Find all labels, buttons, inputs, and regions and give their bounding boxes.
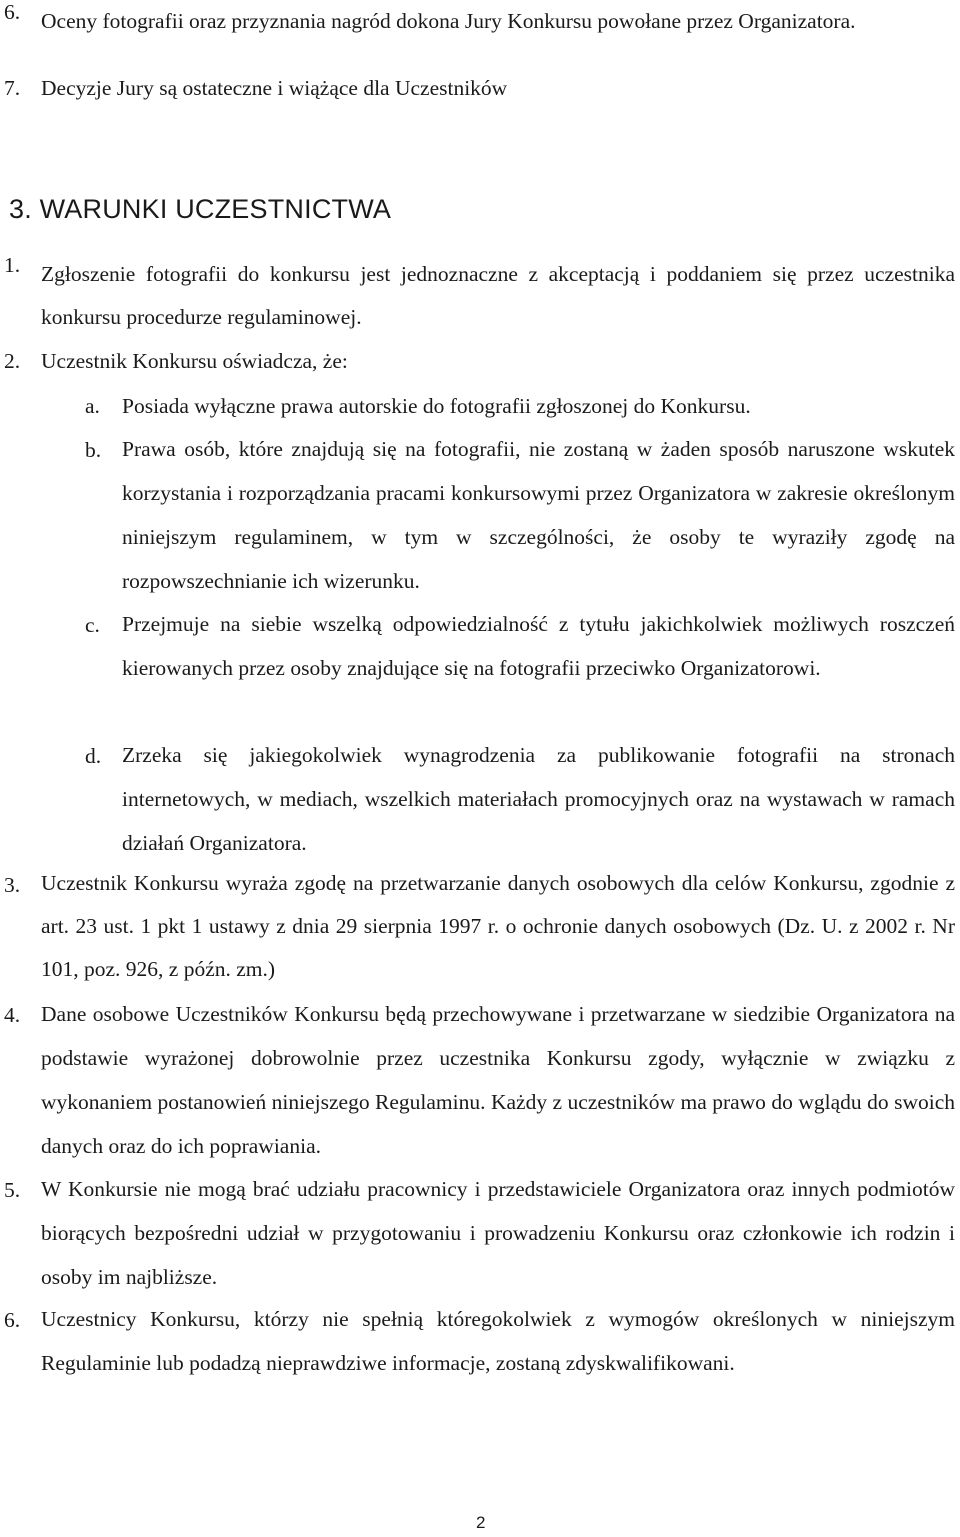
sub-list-item-text: Prawa osób, które znajdują się na fotografii, nie zostaną w żaden sposób naruszone wskutek korzystania i rozporządzania pracami konkursowymi przez Organizatora w zakresie określonym niniejszym regulaminem, w tym w szczególności, że osoby te wyraziły zgodę na rozpowszechnianie ich wizerunku. <box>122 437 955 593</box>
list-item-number: 2. <box>4 349 21 373</box>
list-item-text: W Konkursie nie mogą brać udziału pracownicy i przedstawiciele Organizatora oraz innych podmiotów biorących bezpośredni udział w przygotowaniu i prowadzeniu Konkursu oraz członkowie ich rodzin i osoby im najbliższe. <box>41 1177 955 1289</box>
list-item-number: 1. <box>4 253 21 277</box>
list-item-number: 5. <box>4 1178 21 1202</box>
sub-list-item-letter: c. <box>85 613 100 637</box>
list-item-number: 7. <box>4 76 21 100</box>
page-number: 2 <box>476 1513 486 1532</box>
list-item-number: 6. <box>4 0 21 24</box>
sub-list-item-text: Zrzeka się jakiegokolwiek wynagrodzenia za publikowanie fotografii na stronach internetowych, w mediach, wszelkich materiałach promocyjnych oraz na wystawach w ramach działań Organizatora. <box>122 743 955 855</box>
sub-list-item-text: Przejmuje na siebie wszelką odpowiedzialność z tytułu jakichkolwiek możliwych roszczeń kierowanych przez osoby znajdujące się na fotografii przeciwko Organizatorowi. <box>122 612 955 680</box>
list-item-text: Oceny fotografii oraz przyznania nagród dokona Jury Konkursu powołane przez Organizatora. <box>41 9 856 33</box>
list-item-text: Uczestnik Konkursu oświadcza, że: <box>41 349 348 373</box>
list-item-number: 4. <box>4 1003 21 1027</box>
section-heading: 3. WARUNKI UCZESTNICTWA <box>9 194 392 224</box>
sub-list-item-text: Posiada wyłączne prawa autorskie do fotografii zgłoszonej do Konkursu. <box>122 394 751 418</box>
list-item-number: 3. <box>4 873 21 897</box>
list-item-number: 6. <box>4 1308 21 1332</box>
list-item-text: Zgłoszenie fotografii do konkursu jest jednoznaczne z akceptacją i poddaniem się przez uczestnika konkursu procedurze regulaminowej. <box>41 262 955 329</box>
sub-list-item-letter: b. <box>85 438 102 462</box>
list-item-text: Dane osobowe Uczestników Konkursu będą przechowywane i przetwarzane w siedzibie Organizatora na podstawie wyrażonej dobrowolnie przez uczestnika Konkursu zgody, wyłącznie w związku z wykonaniem postanowień niniejszego Regulaminu. Każdy z uczestników ma prawo do wglądu do swoich danych oraz do ich poprawiania. <box>41 1002 955 1158</box>
list-item-text: Decyzje Jury są ostateczne i wiążące dla Uczestników <box>41 76 508 100</box>
list-item-text: Uczestnik Konkursu wyraża zgodę na przetwarzanie danych osobowych dla celów Konkursu, zgodnie z art. 23 ust. 1 pkt 1 ustawy z dnia 29 sierpnia 1997 r. o ochronie danych osobowych (Dz. U. z 2002 r. Nr 101, poz. 926, z późn. zm.) <box>41 871 955 981</box>
sub-list-item-letter: a. <box>85 394 100 418</box>
sub-list-item-letter: d. <box>85 744 102 768</box>
list-item-text: Uczestnicy Konkursu, którzy nie spełnią któregokolwiek z wymogów określonych w niniejszym Regulaminie lub podadzą nieprawdziwe informacje, zostaną zdyskwalifikowani. <box>41 1307 955 1375</box>
